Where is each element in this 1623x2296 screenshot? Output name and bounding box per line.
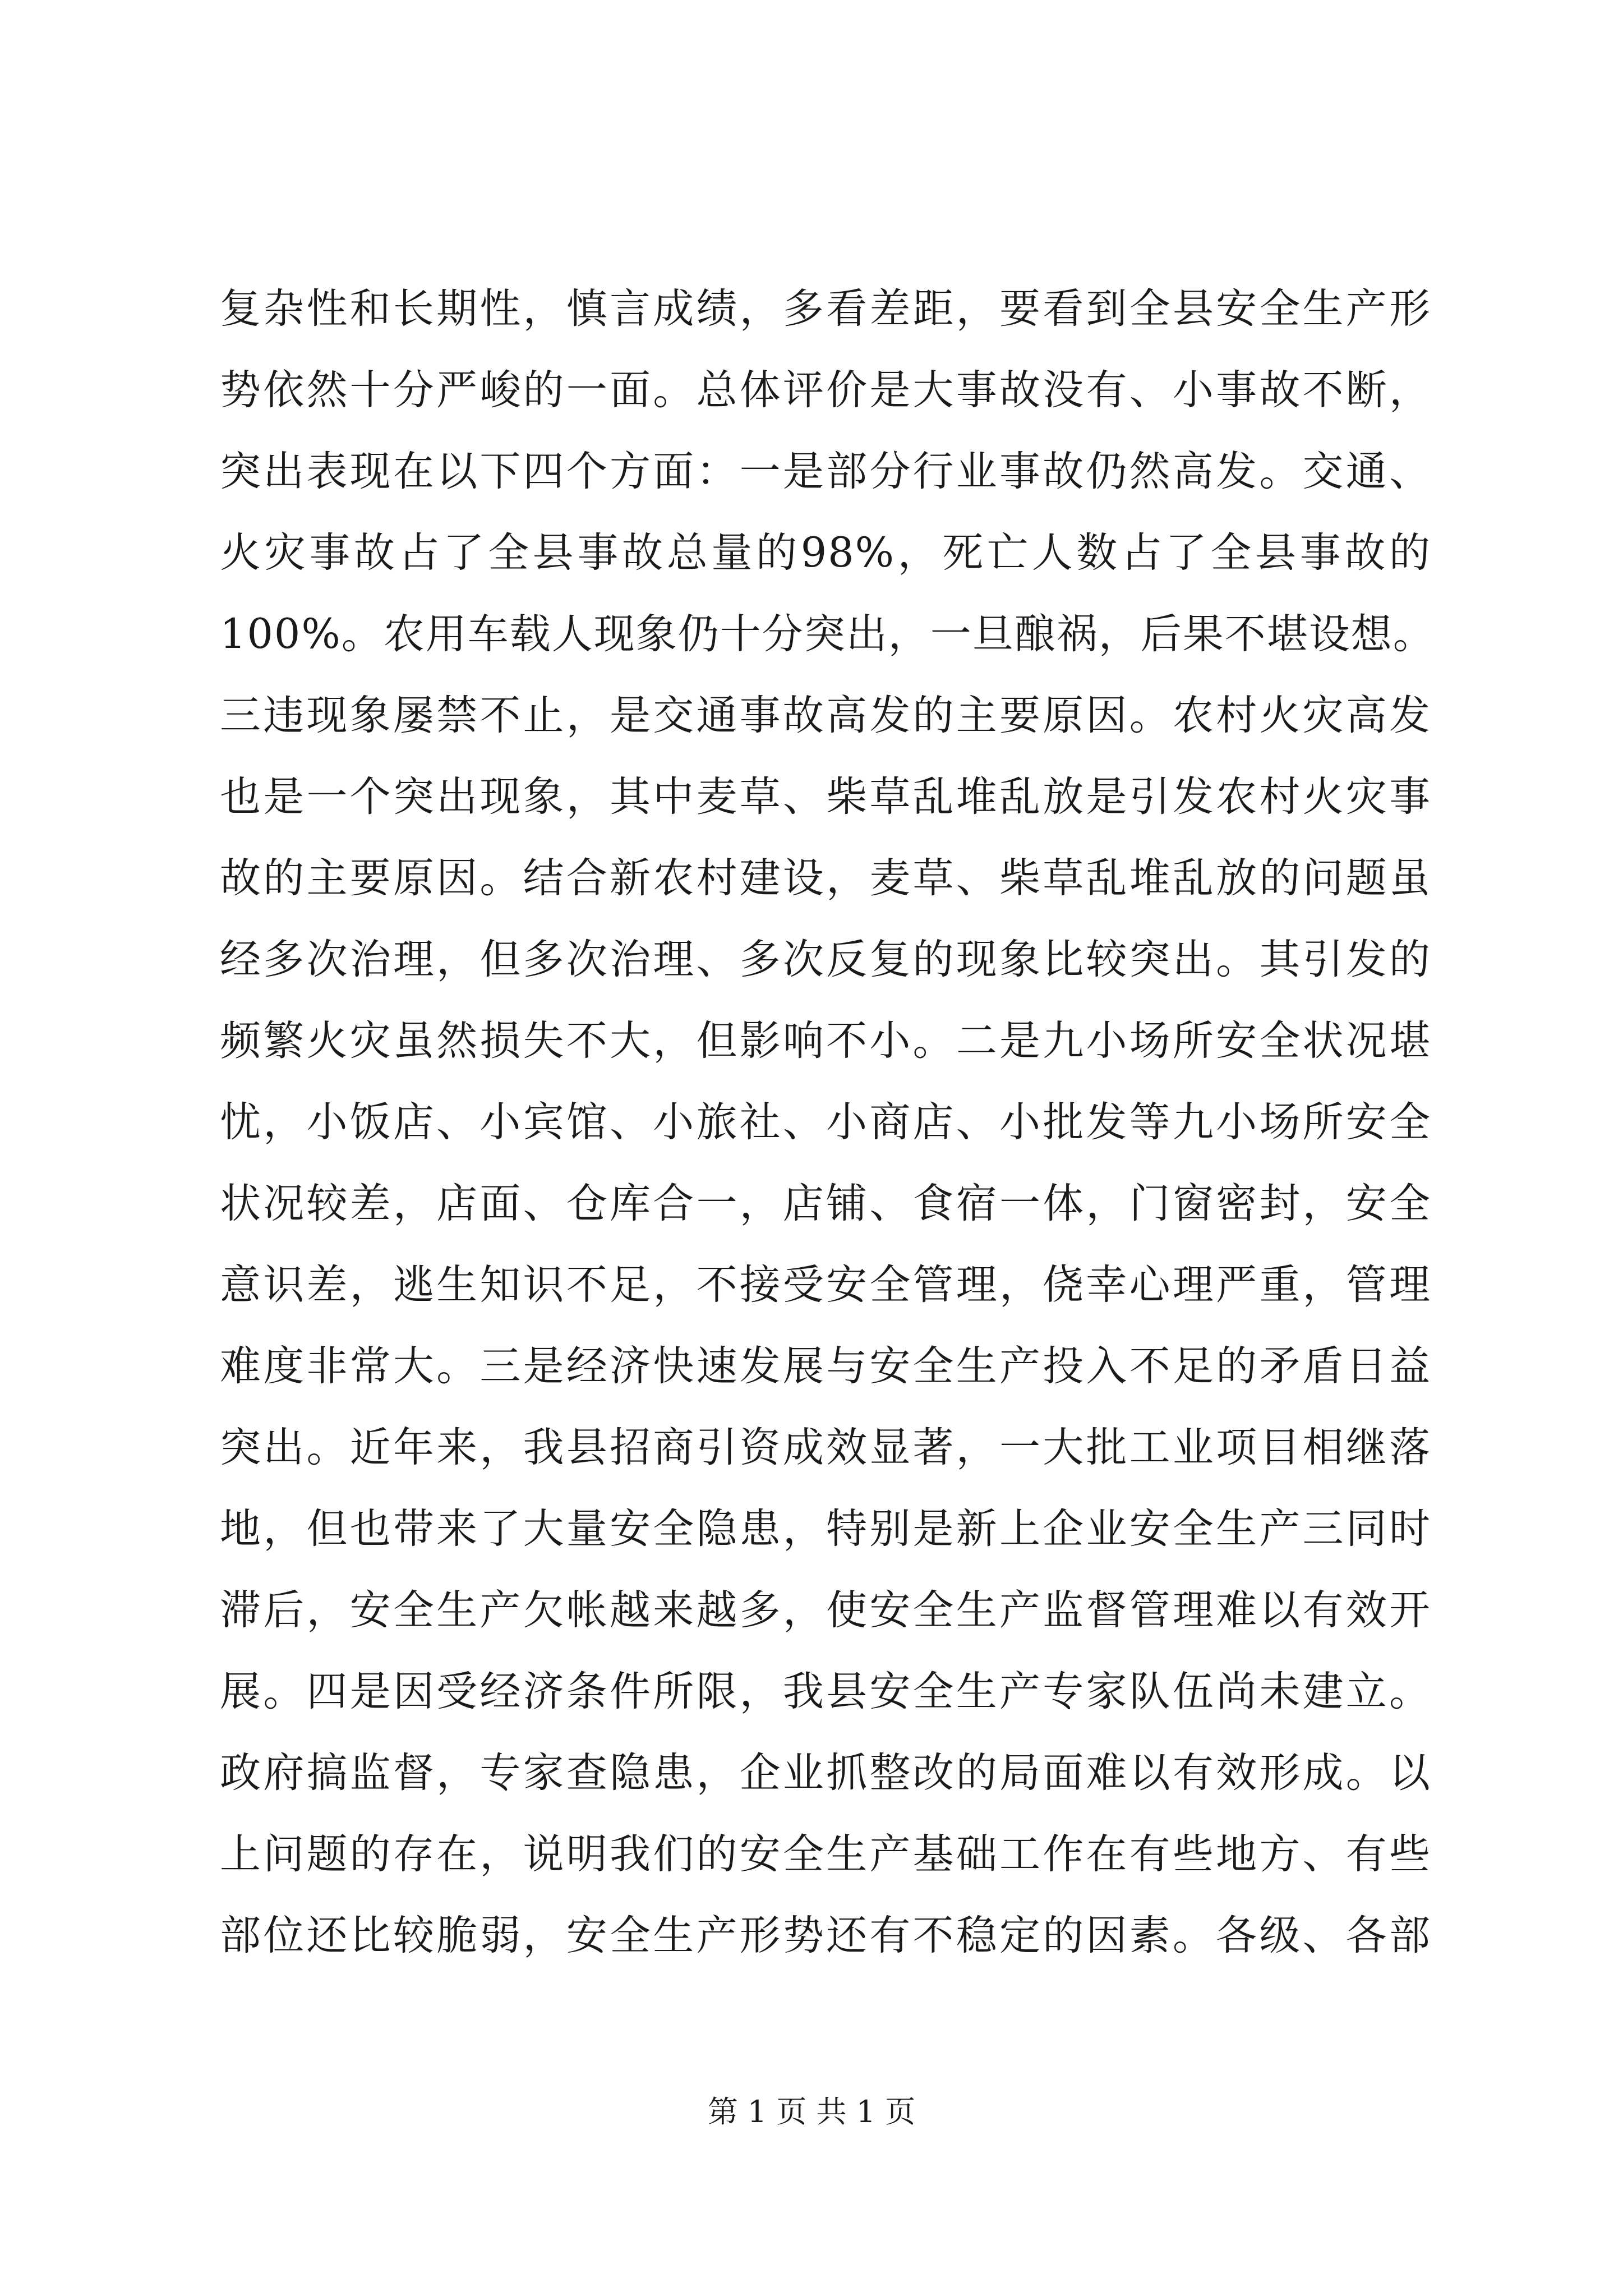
text-line: 经多次治理，但多次治理、多次反复的现象比较突出。其引发的 — [220, 936, 1431, 983]
text-line: 忧，小饭店、小宾馆、小旅社、小商店、小批发等九小场所安全 — [220, 1098, 1431, 1146]
text-line: 故的主要原因。结合新农村建设，麦草、柴草乱堆乱放的问题虽 — [220, 854, 1431, 902]
text-line: 复杂性和长期性，慎言成绩，多看差距，要看到全县安全生产形 — [220, 285, 1431, 333]
text-line: 100%。农用车载人现象仍十分突出，一旦酿祸，后果不堪设想。 — [220, 610, 1435, 658]
text-line: 突出表现在以下四个方面：一是部分行业事故仍然高发。交通、 — [220, 448, 1431, 495]
body-text — [220, 268, 1435, 1976]
text-line: 难度非常大。三是经济快速发展与安全生产投入不足的矛盾日益 — [220, 1342, 1431, 1390]
page-footer — [0, 2092, 1623, 2132]
text-line: 势依然十分严峻的一面。总体评价是大事故没有、小事故不断， — [220, 366, 1431, 414]
text-line: 火灾事故占了全县事故总量的98%，死亡人数占了全县事故的 — [220, 529, 1431, 577]
text-line: 突出。近年来，我县招商引资成效显著，一大批工业项目相继落 — [220, 1424, 1431, 1471]
text-line: 政府搞监督，专家查隐患，企业抓整改的局面难以有效形成。以 — [220, 1749, 1431, 1797]
text-line: 滞后，安全生产欠帐越来越多，使安全生产监督管理难以有效开 — [220, 1586, 1431, 1634]
text-line: 部位还比较脆弱，安全生产形势还有不稳定的因素。各级、各部 — [220, 1912, 1431, 1959]
text-line: 也是一个突出现象，其中麦草、柴草乱堆乱放是引发农村火灾事 — [220, 773, 1431, 821]
text-line: 展。四是因受经济条件所限，我县安全生产专家队伍尚未建立。 — [220, 1668, 1431, 1715]
text-line: 频繁火灾虽然损失不大，但影响不小。二是九小场所安全状况堪 — [220, 1017, 1431, 1065]
text-line: 意识差，逃生知识不足，不接受安全管理，侥幸心理严重，管理 — [220, 1261, 1431, 1309]
text-line: 三违现象屡禁不止，是交通事故高发的主要原因。农村火灾高发 — [220, 692, 1431, 739]
text-line: 地，但也带来了大量安全隐患，特别是新上企业安全生产三同时 — [220, 1505, 1431, 1553]
text-line: 状况较差，店面、仓库合一，店铺、食宿一体，门窗密封，安全 — [220, 1180, 1431, 1227]
page-number-label: 第 1 页 共 1 页 — [707, 2094, 916, 2129]
text-line: 上问题的存在，说明我们的安全生产基础工作在有些地方、有些 — [220, 1830, 1431, 1878]
